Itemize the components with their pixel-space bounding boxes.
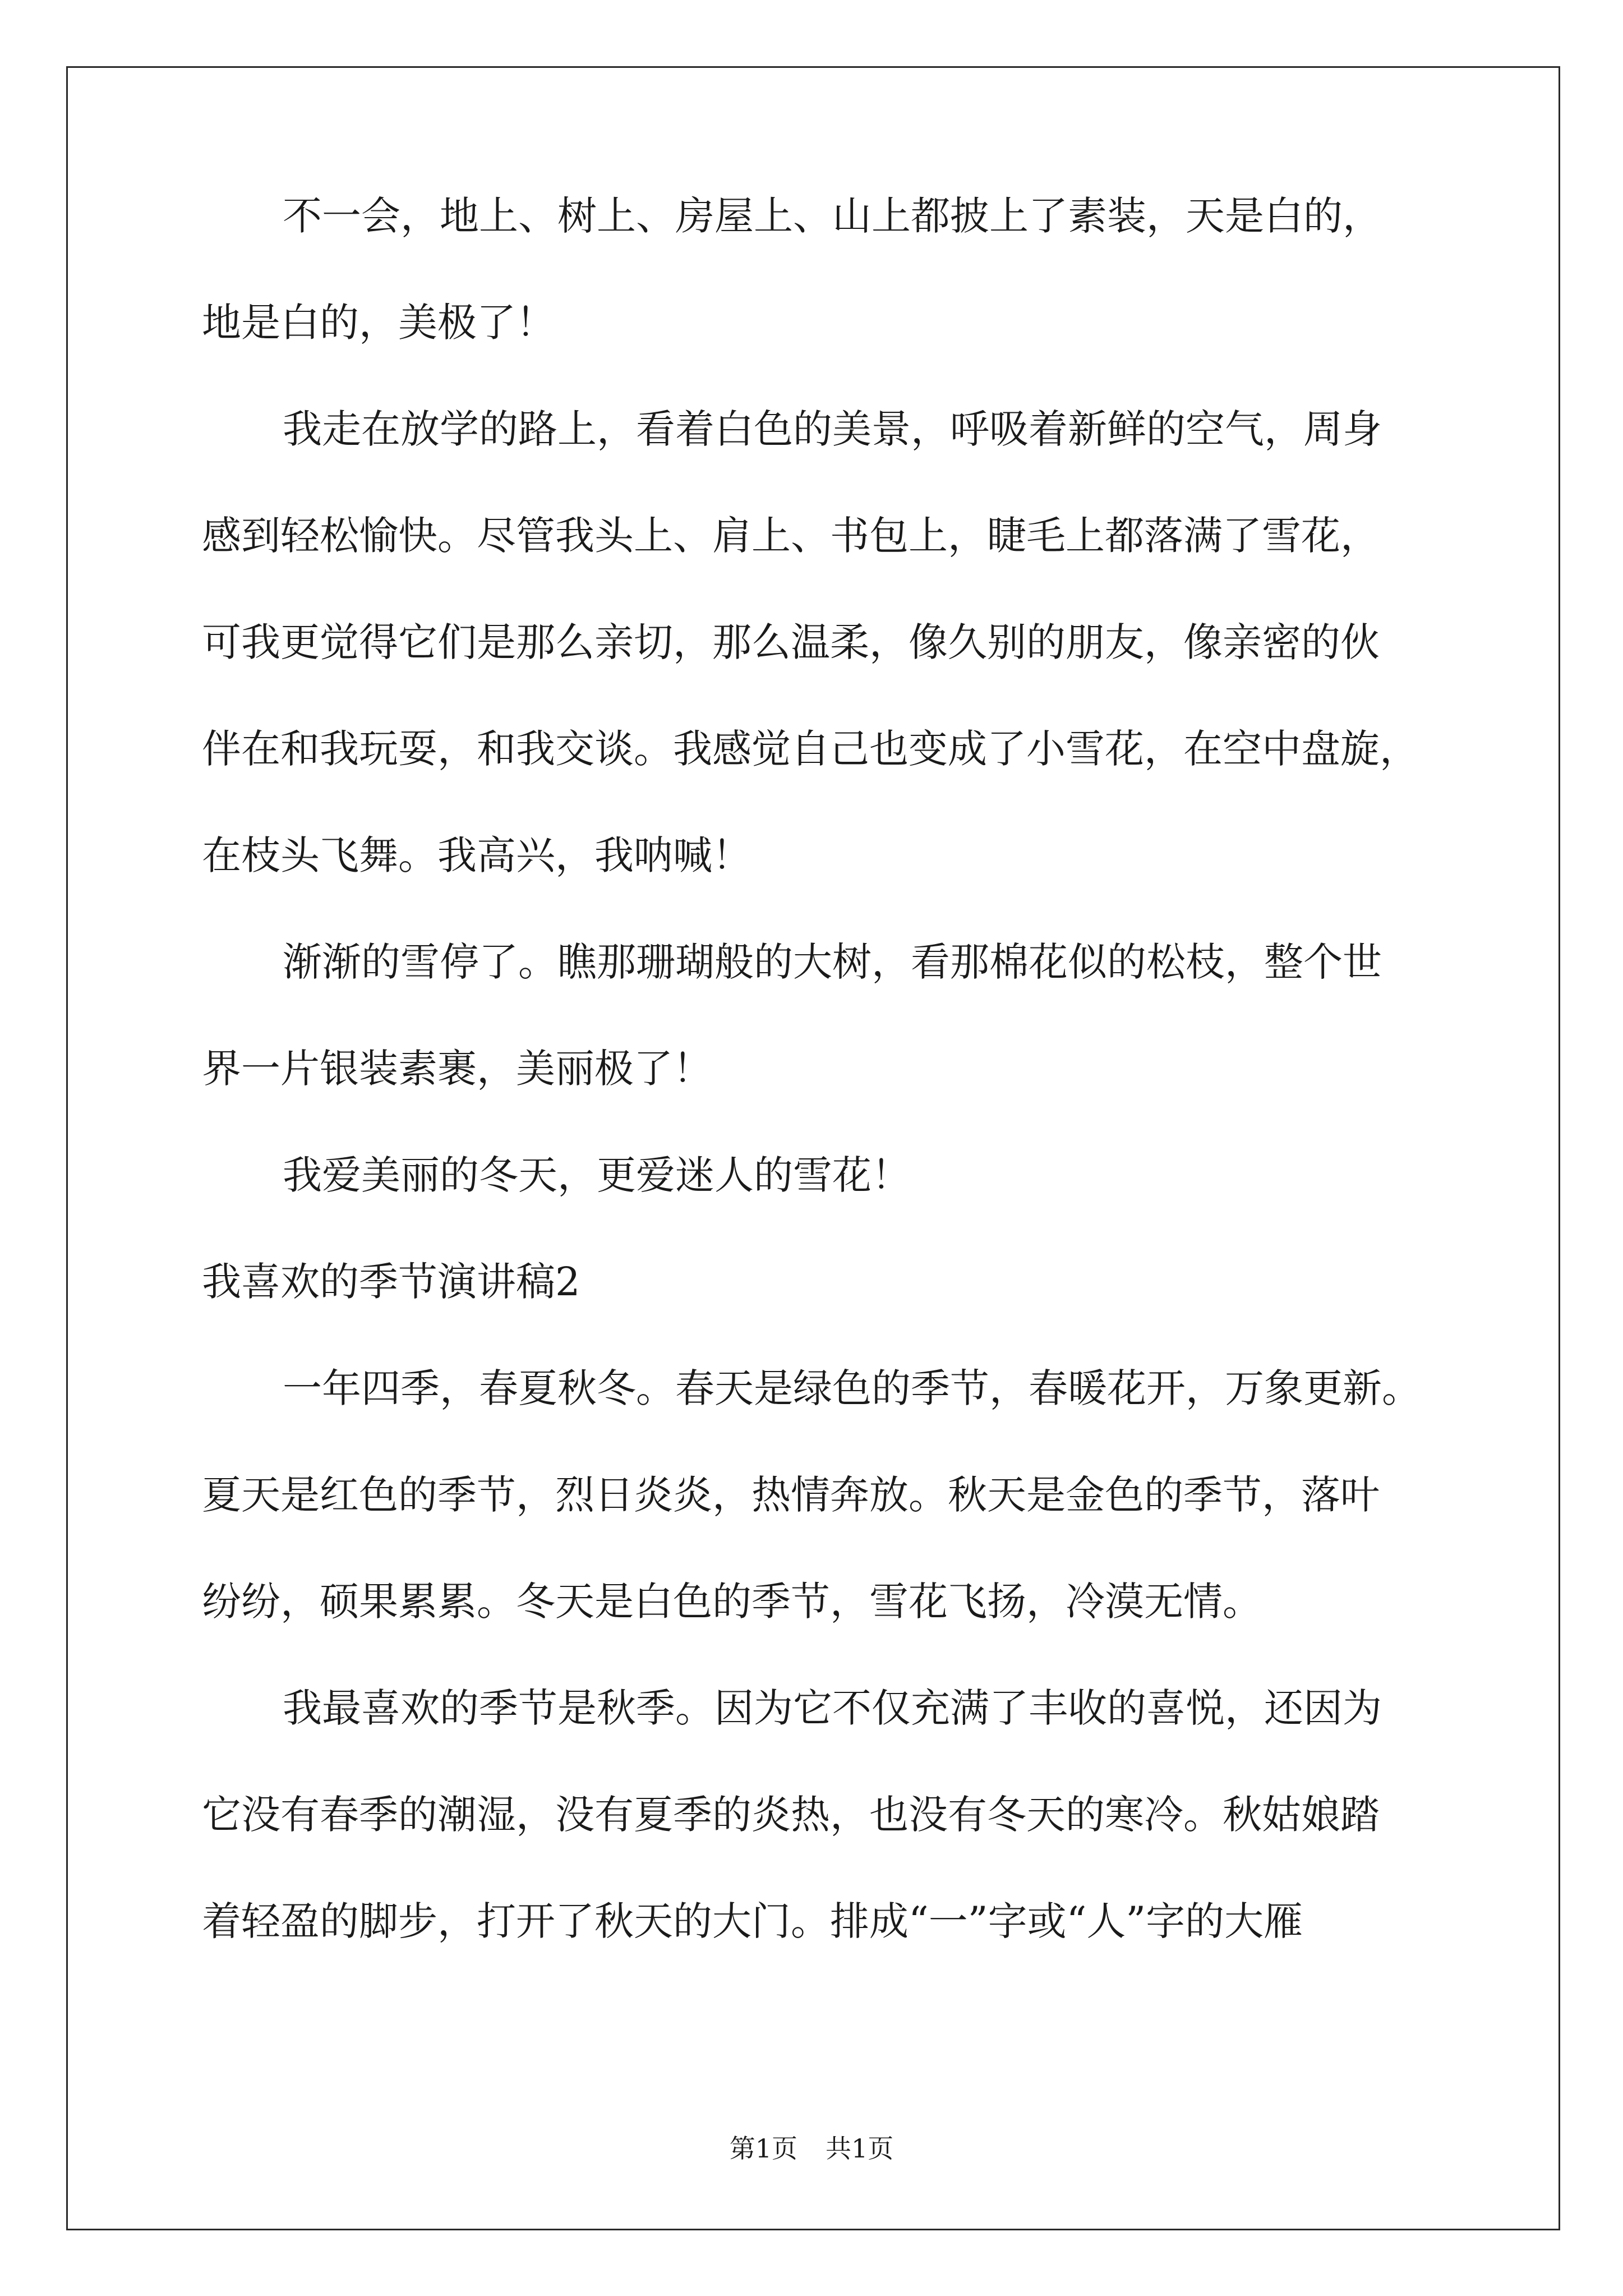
text-line: 我走在放学的路上，看着白色的美景，呼吸着新鲜的空气，周身 [283,406,1382,452]
text-line: 我爱美丽的冬天，更爱迷人的雪花！ [283,1152,911,1198]
text-line: 着轻盈的脚步，打开了秋天的大门。排成“一”字或“人”字的大雁 [202,1898,1303,1944]
page-number: 第1页 [729,2133,797,2164]
text-line: 夏天是红色的季节，烈日炎炎，热情奔放。秋天是金色的季节，落叶 [202,1472,1380,1518]
page-total: 共1页 [826,2133,894,2164]
page-footer [0,2132,1623,2165]
text-line: 一年四季，春夏秋冬。春天是绿色的季节，春暖花开，万象更新。 [283,1365,1421,1411]
text-line: 可我更觉得它们是那么亲切，那么温柔，像久别的朋友，像亲密的伙 [202,619,1380,665]
text-line: 纷纷，硕果累累。冬天是白色的季节，雪花飞扬，冷漠无情。 [202,1579,1262,1625]
text-line: 界一片银装素裹，美丽极了！ [202,1046,712,1092]
text-line: 在枝头飞舞。我高兴，我呐喊！ [202,832,751,878]
text-line: 伴在和我玩耍，和我交谈。我感觉自己也变成了小雪花，在空中盘旋， [202,726,1419,772]
text-line: 感到轻松愉快。尽管我头上、肩上、书包上，睫毛上都落满了雪花， [202,513,1380,559]
section-heading: 我喜欢的季节演讲稿2 [202,1259,580,1305]
text-line: 它没有春季的潮湿，没有夏季的炎热，也没有冬天的寒冷。秋姑娘踏 [202,1792,1380,1838]
text-line: 不一会，地上、树上、房屋上、山上都披上了素装，天是白的， [283,193,1382,239]
text-line: 渐渐的雪停了。瞧那珊瑚般的大树，看那棉花似的松枝，整个世 [283,939,1382,985]
text-line: 我最喜欢的季节是秋季。因为它不仅充满了丰收的喜悦，还因为 [283,1685,1382,1731]
text-line: 地是白的，美极了！ [202,300,555,346]
